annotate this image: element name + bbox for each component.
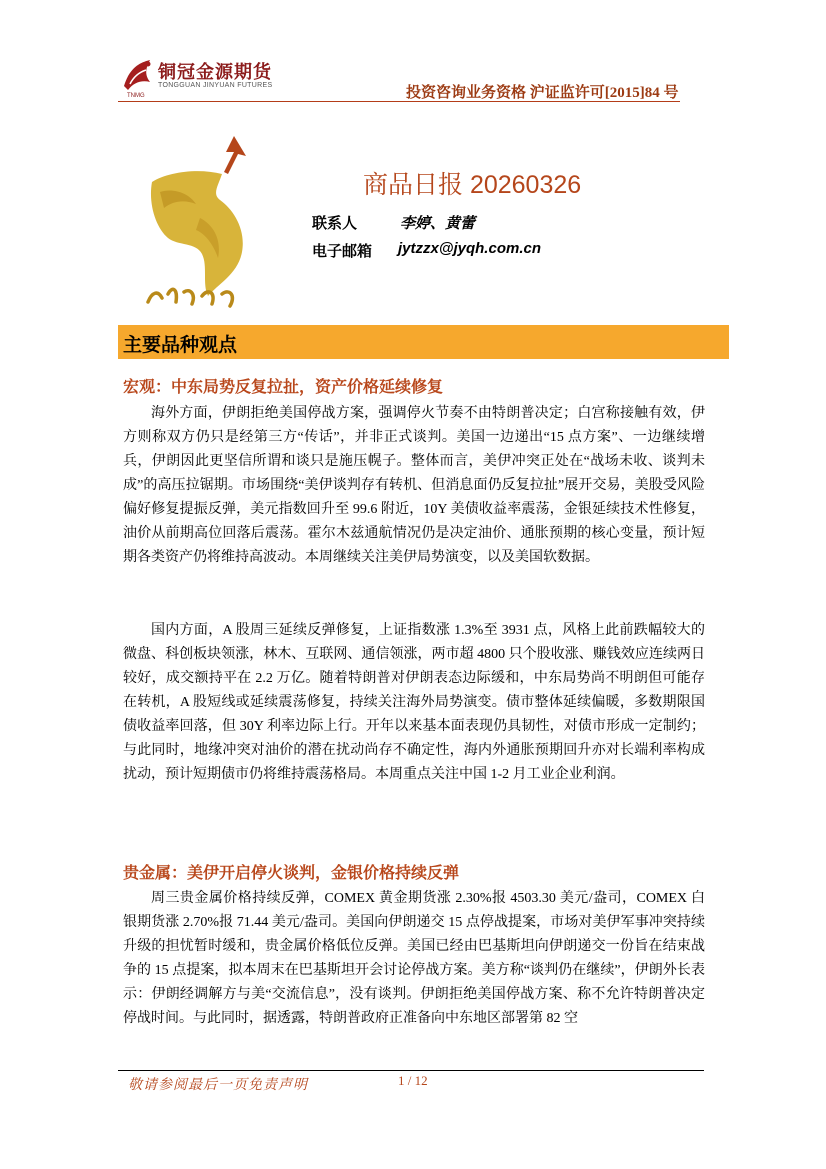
company-name-en: TONGGUAN JINYUAN FUTURES	[158, 82, 273, 89]
macro-paragraph-overseas: 海外方面，伊朗拒绝美国停战方案，强调停火节奏不由特朗普决定；白宫称接触有效，伊方则称双方仍只是经第三方“传话”，并非正式谈判。美国一边递出“15 点方案”、一边继续增兵，伊朗因此更坚信所谓和谈只是施压幌子。整体而言，美伊冲突正处在“战场未收、谈判未成”的高压拉锯期。市场围绕“美伊谈判存有转机、但消息面仍反复拉扯”展开交易，美股受风险偏好修复提振反弹，美元指数回升至 99.6 附近，10Y 美债收益率震荡，金银延续技术性修复，油价从前期高位回落后震荡。霍尔木兹通航情况仍是决定油价、通胀预期的核心变量，预计短期各类资产仍将维持高波动。本周继续关注美伊局势演变，以及美国软数据。	[123, 406, 705, 565]
macro-paragraph-domestic: 国内方面，A 股周三延续反弹修复，上证指数涨 1.3%至 3931 点，风格上此前跌幅较大的微盘、科创板块领涨，林木、互联网、通信领涨，两市超 4800 只个股收涨、赚钱效应连续两日较好，成交额持平在 2.2 万亿。随着特朗普对伊朗表态边际缓和，中东局势尚不明朗但可能存在转机，A 股短线或延续震荡修复，持续关注海外局势演变。债市整体延续偏暖，多数期限国债收益率回落，但 30Y 利率边际上行。开年以来基本面表现仍具韧性，对债市形成一定制约；与此同时，地缘冲突对油价的潜在扰动尚存不确定性，海内外通胀预期回升亦对长端利率构成扰动，预计短期债市仍将维持震荡格局。本周重点关注中国 1-2 月工业企业利润。	[123, 623, 705, 782]
section-banner	[118, 325, 729, 359]
email-label: 电子邮箱	[312, 244, 373, 260]
emblem-icon	[138, 134, 268, 320]
banner-title: 主要品种观点	[123, 335, 238, 356]
header-divider	[118, 101, 680, 102]
section-heading-precious-metals: 贵金属：美伊开启停火谈判，金银价格持续反弹	[123, 865, 460, 882]
disclaimer-notice: 敬请参阅最后一页免责声明	[128, 1078, 308, 1093]
company-name: 铜冠金源期货	[158, 62, 272, 82]
report-title: 商品日报 20260326	[363, 171, 582, 199]
company-abbr: TNMG	[127, 93, 145, 99]
contact-label: 联系人	[312, 216, 358, 232]
section-heading-macro: 宏观：中东局势反复拉扯，资产价格延续修复	[123, 379, 444, 396]
page-number: 1 / 12	[398, 1073, 428, 1088]
email-address[interactable]: jytzzx@jyqh.com.cn	[398, 240, 541, 257]
precious-metals-paragraph: 周三贵金属价格持续反弹，COMEX 黄金期货涨 2.30%报 4503.30 美元/盎司，COMEX 白银期货涨 2.70%报 71.44 美元/盎司。美国向伊朗递交 15 点停战提案，市场对美伊军事冲突持续升级的担忧暂时缓和，贵金属价格低位反弹。美国已经由巴基斯坦向伊朗递交一份旨在结束战争的 15 点提案，拟本周末在巴基斯坦开会讨论停战方案。美方称“谈判仍在继续”，伊朗外长表示：伊朗经调解方与美“交流信息”，没有谈判。伊朗拒绝美国停战方案、称不允许特朗普决定停战时间。与此同时，据透露，特朗普政府正准备向中东地区部署第 82 空	[123, 891, 705, 1026]
footer-divider	[118, 1070, 704, 1071]
contact-names: 李婷、黄蕾	[400, 216, 476, 232]
company-logo-icon	[120, 56, 156, 96]
license-statement: 投资咨询业务资格 沪证监许可[2015]84 号	[406, 85, 679, 101]
